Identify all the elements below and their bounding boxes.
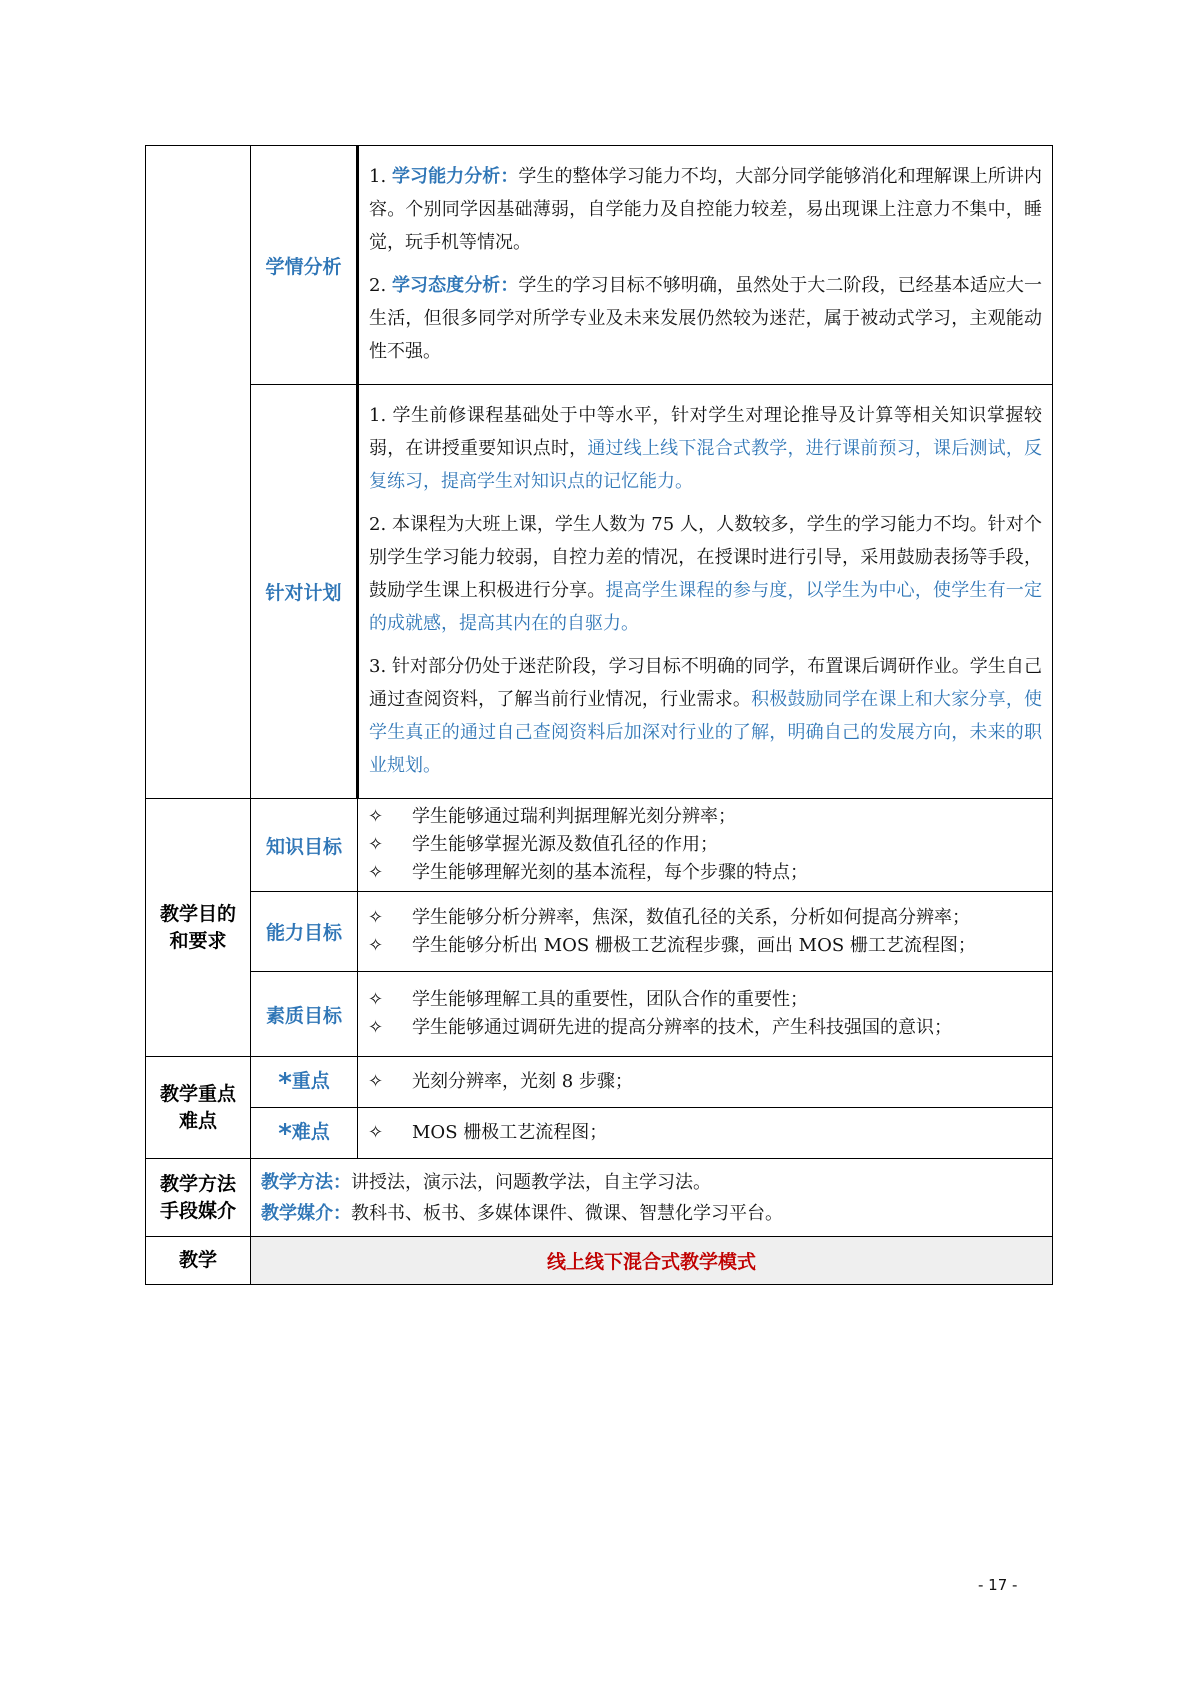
plan-paragraph-3: 3. 针对部分仍处于迷茫阶段，学习目标不明确的同学，布置课后调研作业。学生自己通过查阅资料，了解当前行业情况，行业需求。积极鼓励同学在课上和大家分享，使学生真正的通过自己查阅资料后加深对行业的了解，明确自己的发展方向，未来的职业规划。: [369, 656, 1043, 776]
label-method: 教学方法：: [261, 1171, 351, 1193]
row-methods: [146, 1159, 1053, 1237]
methods-line: 教学方法：讲授法，演示法，问题教学法，自主学习法。: [261, 1171, 711, 1193]
content-methods: [251, 1159, 1053, 1237]
content-plan: [358, 385, 1053, 799]
diamond-bullet-icon: ✧: [368, 989, 384, 1010]
label-ability-goal: 能力目标: [251, 892, 358, 972]
media-line: 教学媒介：教科书、板书、多媒体课件、微课、智慧化学习平台。: [261, 1202, 783, 1224]
lesson-plan-table: [145, 145, 1053, 1285]
content-student-analysis: [358, 146, 1053, 385]
row-plan: [146, 385, 1053, 799]
paragraph-attitude-analysis: 2. 学习态度分析：学生的学习目标不够明确，虽然处于大二阶段，已经基本适应大一生活，但很多同学对所学专业及未来发展仍然较为迷茫，属于被动式学习，主观能动性不强。: [369, 275, 1042, 362]
label-knowledge-goal: 知识目标: [251, 799, 358, 892]
content-key-point: [358, 1057, 1053, 1108]
diamond-bullet-icon: ✧: [368, 806, 384, 827]
diamond-bullet-icon: ✧: [368, 934, 384, 956]
content-difficult-point: [358, 1108, 1053, 1159]
diamond-bullet-icon: ✧: [368, 1071, 384, 1092]
list-item: ✧ 学生能够通过瑞利判据理解光刻分辨率；: [364, 803, 1046, 831]
diamond-bullet-icon: ✧: [368, 1122, 384, 1143]
list-item: ✧ MOS 栅极工艺流程图；: [364, 1119, 1046, 1147]
content-quality-goal: [358, 972, 1053, 1057]
list-item: ✧ 学生能够通过调研先进的提高分辨率的技术，产生科技强国的意识；: [364, 1014, 1046, 1042]
plan-paragraph-2: 2. 本课程为大班上课，学生人数为 75 人，人数较多，学生的学习能力不均。针对个别学生学习能力较弱，自控力差的情况，在授课时进行引导，采用鼓励表扬等手段，鼓励学生课上积极进行分享。提高学生课程的参与度，以学生为中心，使学生有一定的成就感，提高其内在的自驱力。: [369, 514, 1043, 634]
row-teaching-mode: [146, 1237, 1053, 1285]
plan-paragraph-1: 1. 学生前修课程基础处于中等水平，针对学生对理论推导及计算等相关知识掌握较弱，在讲授重要知识点时，通过线上线下混合式教学，进行课前预习，课后测试，反复练习，提高学生对知识点的记忆能力。: [369, 405, 1043, 492]
list-item: ✧ 学生能够掌握光源及数值孔径的作用；: [364, 831, 1046, 859]
content-knowledge-goal: [358, 799, 1053, 892]
label-difficult-point: *难点: [251, 1108, 358, 1159]
list-item: ✧ 学生能够分析出 MOS 栅极工艺流程步骤，画出 MOS 栅工艺流程图；: [364, 932, 1046, 960]
row-key-point: [146, 1057, 1053, 1108]
paragraph-ability-analysis: 1. 学习能力分析：学生的整体学习能力不均，大部分同学能够消化和理解课上所讲内容。个别同学因基础薄弱，自学能力及自控能力较差，易出现课上注意力不集中，睡觉，玩手机等情况。: [369, 166, 1042, 253]
teaching-mode: 线上线下混合式教学模式: [251, 1237, 1053, 1285]
star-icon: *: [278, 1068, 292, 1098]
row-difficult-point: [146, 1108, 1053, 1159]
label-methods: 教学方法手段媒介: [146, 1159, 251, 1237]
diamond-bullet-icon: ✧: [368, 862, 384, 883]
list-item: ✧ 学生能够理解工具的重要性，团队合作的重要性；: [364, 986, 1046, 1014]
row-ability-goal: [146, 892, 1053, 972]
list-item: ✧ 学生能够理解光刻的基本流程，每个步骤的特点；: [364, 859, 1046, 887]
label-key-difficult: 教学重点难点: [146, 1057, 251, 1159]
heading-ability-analysis: 学习能力分析：: [391, 166, 519, 187]
content-ability-goal: [358, 892, 1053, 972]
label-plan: 针对计划: [251, 385, 358, 799]
row-quality-goal: [146, 972, 1053, 1057]
diamond-bullet-icon: ✧: [368, 906, 384, 928]
label-quality-goal: 素质目标: [251, 972, 358, 1057]
blank-section-cell: [146, 146, 251, 799]
page-number: - 17 -: [978, 1576, 1018, 1594]
star-icon: *: [278, 1119, 292, 1149]
diamond-bullet-icon: ✧: [368, 1017, 384, 1038]
label-media: 教学媒介：: [261, 1202, 351, 1224]
label-teaching: 教学: [146, 1237, 251, 1285]
row-student-analysis: [146, 146, 1053, 385]
row-knowledge-goal: [146, 799, 1053, 892]
diamond-bullet-icon: ✧: [368, 834, 384, 855]
label-student-analysis: 学情分析: [251, 146, 358, 385]
label-key-point: *重点: [251, 1057, 358, 1108]
label-teaching-goals: 教学目的和要求: [146, 799, 251, 1057]
list-item: ✧ 学生能够分析分辨率，焦深，数值孔径的关系，分析如何提高分辨率；: [364, 904, 1046, 932]
list-item: ✧ 光刻分辨率，光刻 8 步骤；: [364, 1068, 1046, 1096]
heading-attitude-analysis: 学习态度分析：: [391, 275, 519, 296]
